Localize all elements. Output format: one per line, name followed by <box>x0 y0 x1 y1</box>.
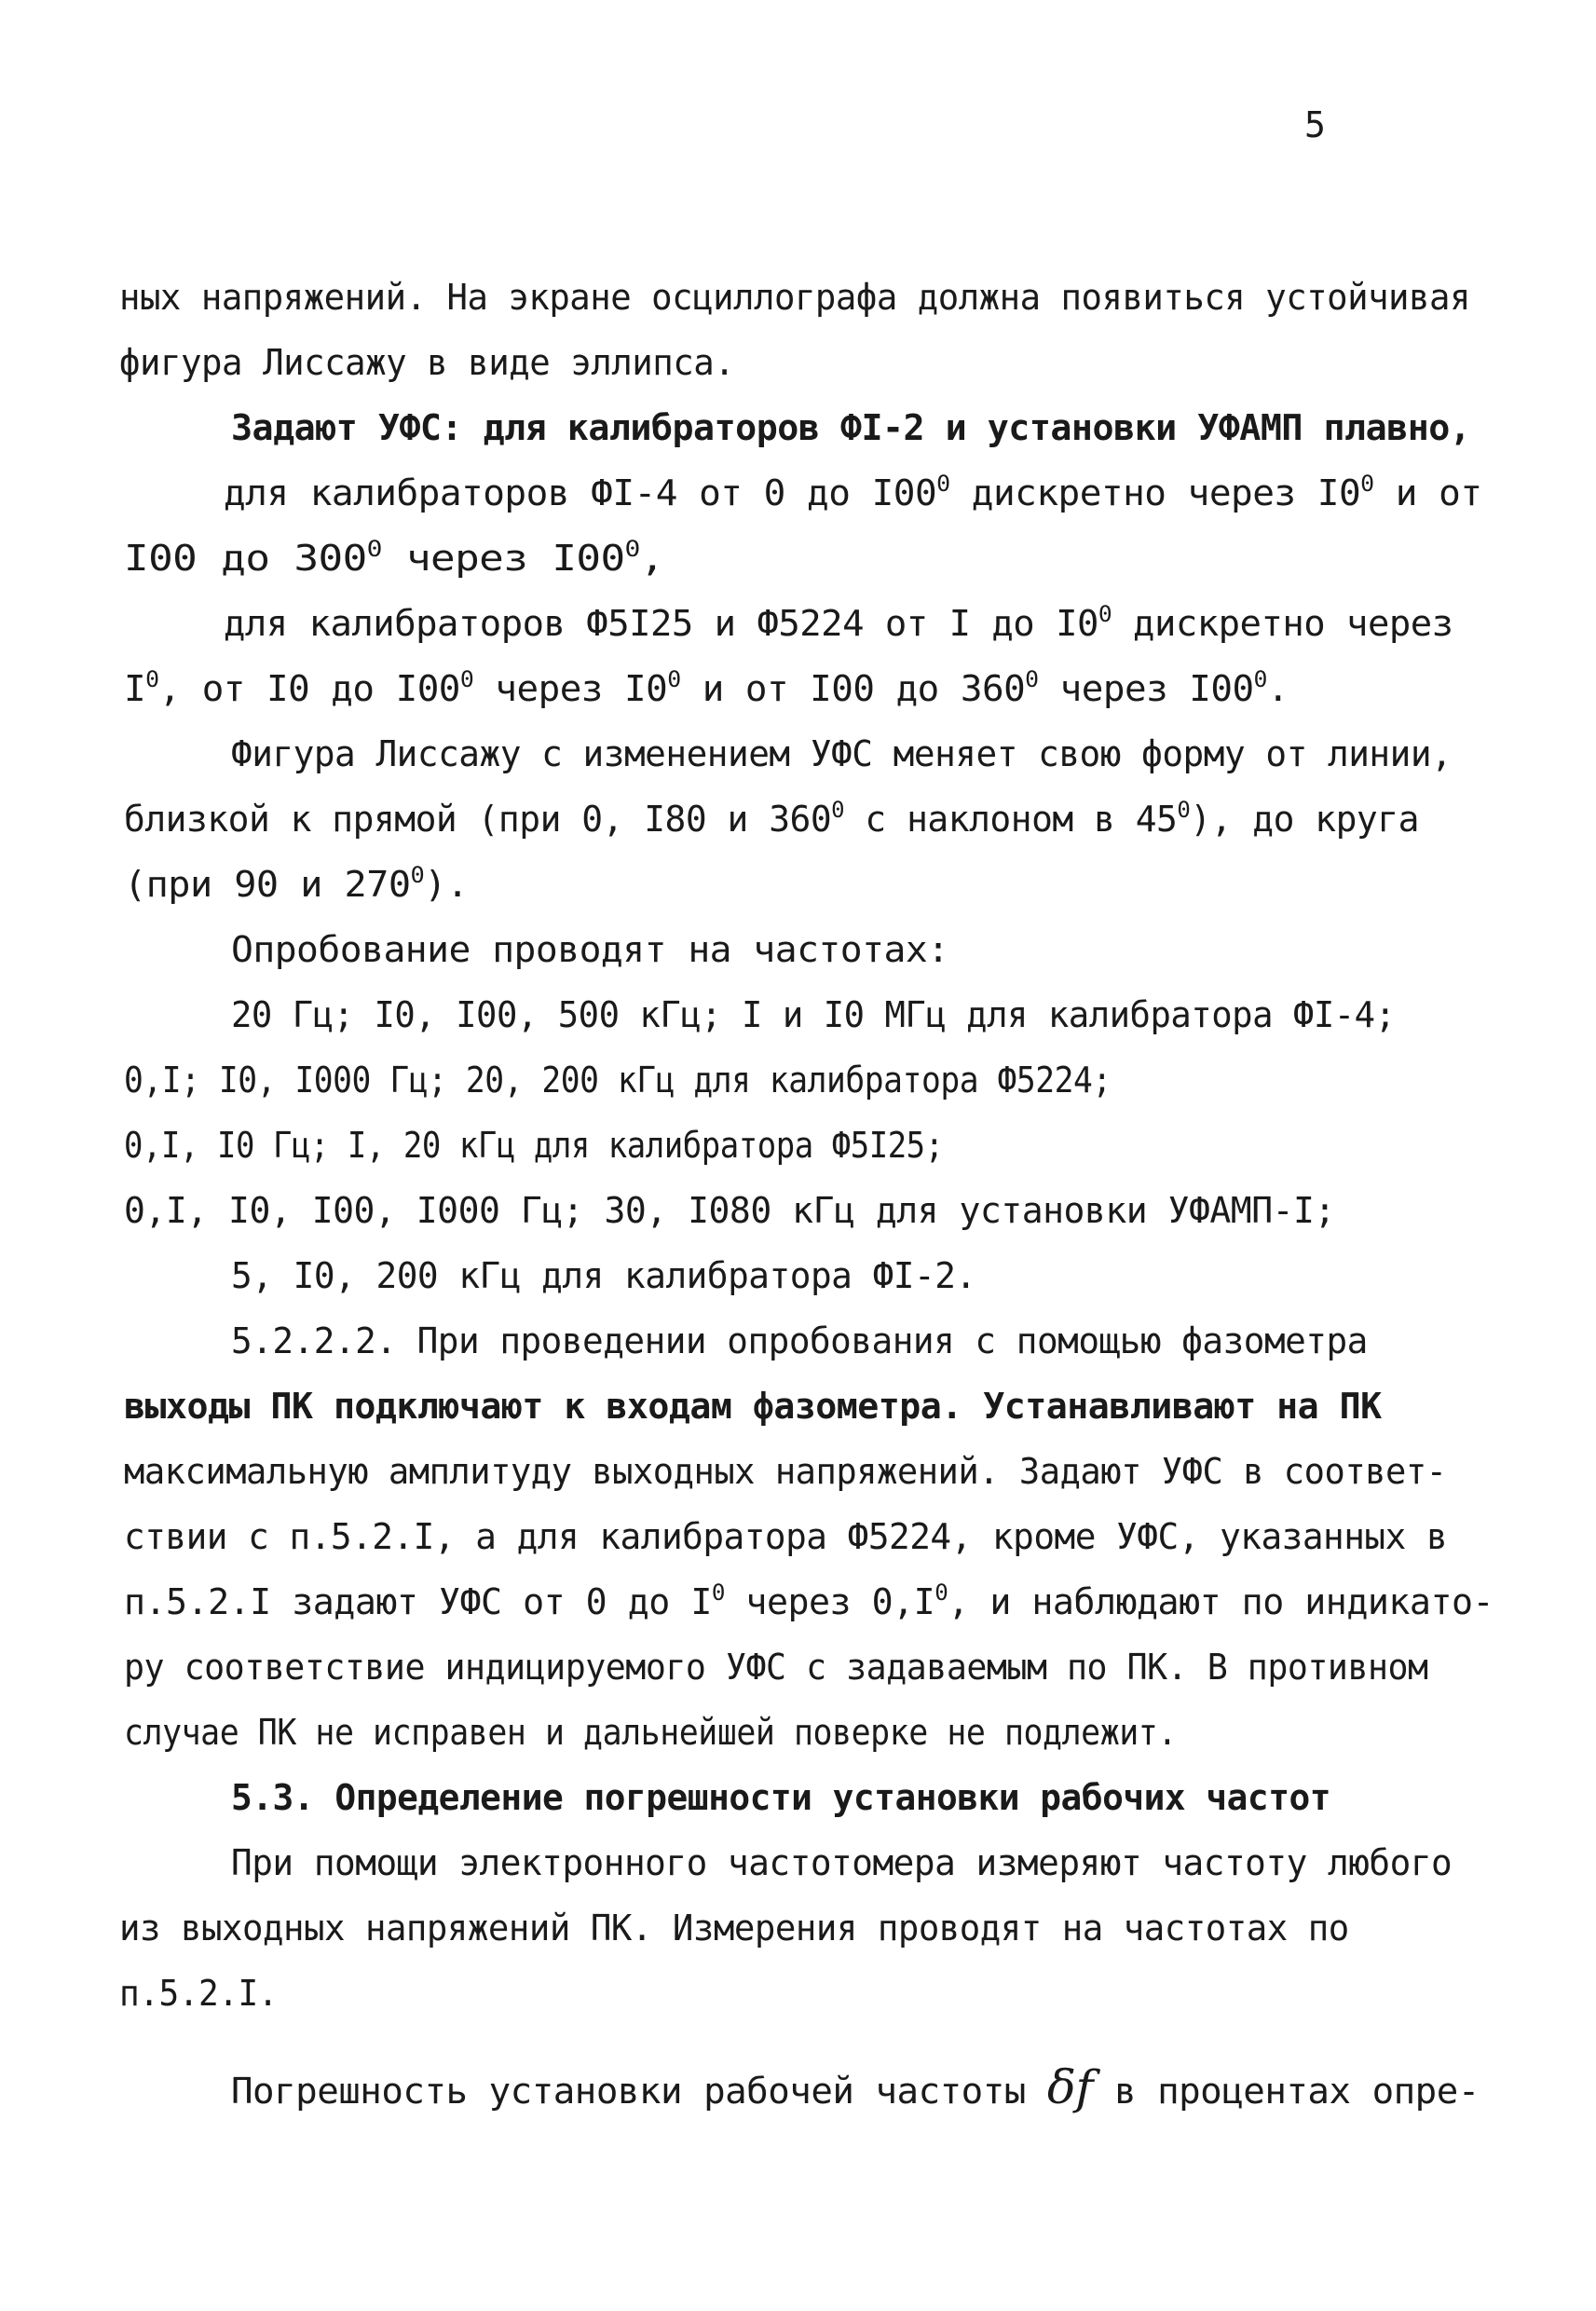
text-fragment: для калибраторов ФI-4 от 0 до I00 <box>224 472 937 513</box>
text-fragment: в процентах опре- <box>1092 2071 1480 2112</box>
formula-delta-f: δf <box>1046 2060 1093 2114</box>
text-fragment: случае ПК не исправен и дальнейшей поверке не подлежит. <box>124 1712 1177 1753</box>
text-line <box>124 536 664 579</box>
text-line <box>231 1777 1330 1818</box>
text-line <box>119 342 735 383</box>
degree-superscript: 0 <box>145 666 159 692</box>
text-fragment: через I0 <box>473 668 668 709</box>
text-line <box>124 1125 944 1166</box>
text-fragment: (при 90 и 270 <box>124 864 411 905</box>
text-line <box>231 929 949 970</box>
degree-superscript: 0 <box>1025 666 1039 692</box>
text-line <box>119 1973 279 2014</box>
degree-superscript: 0 <box>711 1579 725 1606</box>
text-line <box>231 733 1453 774</box>
text-fragment: дискретно через <box>1112 603 1453 644</box>
text-fragment: При помощи электронного частотомера измеряют частоту любого <box>231 1842 1453 1883</box>
text-fragment: дискретно через I0 <box>949 472 1361 513</box>
text-fragment: через 0,I <box>724 1581 935 1622</box>
text-fragment: выходы ПК подключают к входам фазометра. Устанавливают на ПК <box>124 1386 1382 1427</box>
text-line <box>231 2060 1480 2114</box>
text-fragment: Погрешность установки рабочей частоты <box>231 2071 1047 2112</box>
text-line <box>124 1060 1112 1101</box>
degree-superscript: 0 <box>934 1579 948 1606</box>
text-fragment: , и наблюдают по индикато- <box>948 1581 1494 1622</box>
degree-superscript: 0 <box>936 471 950 497</box>
text-fragment: из выходных напряжений ПК. Измерения проводят на частотах по <box>119 1908 1349 1949</box>
text-fragment: ствии с п.5.2.I, а для калибратора Ф5224, кроме УФС, указанных в <box>124 1516 1448 1557</box>
text-line <box>124 666 1289 709</box>
text-fragment: 5, I0, 200 кГц для калибратора ФI-2. <box>231 1255 976 1296</box>
text-fragment: , от I0 до I00 <box>158 668 460 709</box>
text-fragment: Фигура Лиссажу с изменением УФС меняет свою форму от линии, <box>231 733 1453 774</box>
text-fragment: через I00 <box>1038 668 1254 709</box>
text-fragment: 0,I, I0, I00, I000 Гц; 30, I080 кГц для установки УФАМП-I; <box>124 1190 1335 1231</box>
text-fragment: фигура Лиссажу в виде эллипса. <box>119 342 735 383</box>
degree-superscript: 0 <box>1253 666 1267 692</box>
text-fragment: п.5.2.I. <box>119 1973 279 2014</box>
text-line <box>124 1451 1447 1492</box>
text-line <box>124 1516 1448 1557</box>
text-fragment: п.5.2.I задают УФС от 0 до I <box>124 1581 712 1622</box>
text-line <box>231 994 1396 1035</box>
text-line <box>231 1320 1368 1361</box>
text-fragment: ), до круга <box>1190 799 1419 840</box>
text-fragment: , <box>639 538 664 579</box>
degree-superscript: 0 <box>1360 471 1374 497</box>
text-fragment: I00 до 300 <box>124 538 367 579</box>
text-line <box>231 1842 1453 1883</box>
text-fragment: ). <box>424 864 469 905</box>
text-line <box>124 1712 1177 1753</box>
text-fragment: 0,I, I0 Гц; I, 20 кГц для калибратора Ф5I25; <box>124 1125 944 1166</box>
text-fragment: ру соответствие индицируемого УФС с задаваемым по ПК. В противном <box>124 1647 1428 1688</box>
text-fragment: и от <box>1373 472 1482 513</box>
degree-superscript: 0 <box>410 862 425 888</box>
text-fragment: 20 Гц; I0, I00, 500 кГц; I и I0 МГц для калибратора ФI-4; <box>231 994 1396 1035</box>
text-fragment: . <box>1266 668 1289 709</box>
text-fragment: для калибраторов Ф5I25 и Ф5224 от I до I0 <box>224 603 1098 644</box>
text-fragment: близкой к прямой (при 0, I80 и 360 <box>124 799 832 840</box>
text-fragment: максимальную амплитуду выходных напряжений. Задают УФС в соответ- <box>124 1451 1447 1492</box>
degree-superscript: 0 <box>667 666 681 692</box>
text-fragment: I <box>124 668 146 709</box>
text-fragment: с наклоном в 45 <box>844 799 1178 840</box>
text-fragment: 0,I; I0, I000 Гц; 20, 200 кГц для калибратора Ф5224; <box>124 1060 1112 1101</box>
text-fragment: 5.2.2.2. При проведении опробования с помощью фазометра <box>231 1320 1368 1361</box>
text-line <box>124 1647 1428 1688</box>
text-line <box>124 797 1419 840</box>
text-line <box>124 1386 1382 1427</box>
text-line <box>124 1190 1335 1231</box>
text-fragment: Опробование проводят на частотах: <box>231 929 949 970</box>
text-fragment: 5.3. Определение погрешности установки рабочих частот <box>231 1777 1330 1818</box>
text-line <box>119 1908 1349 1949</box>
text-fragment: ных напряжений. На экране осциллографа должна появиться устойчивая <box>119 277 1470 318</box>
text-line <box>124 1579 1494 1622</box>
text-line <box>231 407 1471 448</box>
text-fragment: через I00 <box>381 538 625 579</box>
degree-superscript: 0 <box>1098 601 1112 627</box>
text-line <box>124 862 469 905</box>
text-line <box>224 471 1482 513</box>
page-number: 5 <box>1304 104 1326 145</box>
degree-superscript: 0 <box>366 536 382 562</box>
degree-superscript: 0 <box>1177 797 1191 823</box>
text-line <box>231 1255 976 1296</box>
degree-superscript: 0 <box>459 666 474 692</box>
text-line <box>119 277 1470 318</box>
degree-superscript: 0 <box>831 797 845 823</box>
text-fragment: Задают УФС: для калибраторов ФI-2 и установки УФАМП плавно, <box>231 407 1471 448</box>
text-line <box>224 601 1453 644</box>
degree-superscript: 0 <box>624 536 640 562</box>
text-fragment: и от I00 до 360 <box>680 668 1026 709</box>
